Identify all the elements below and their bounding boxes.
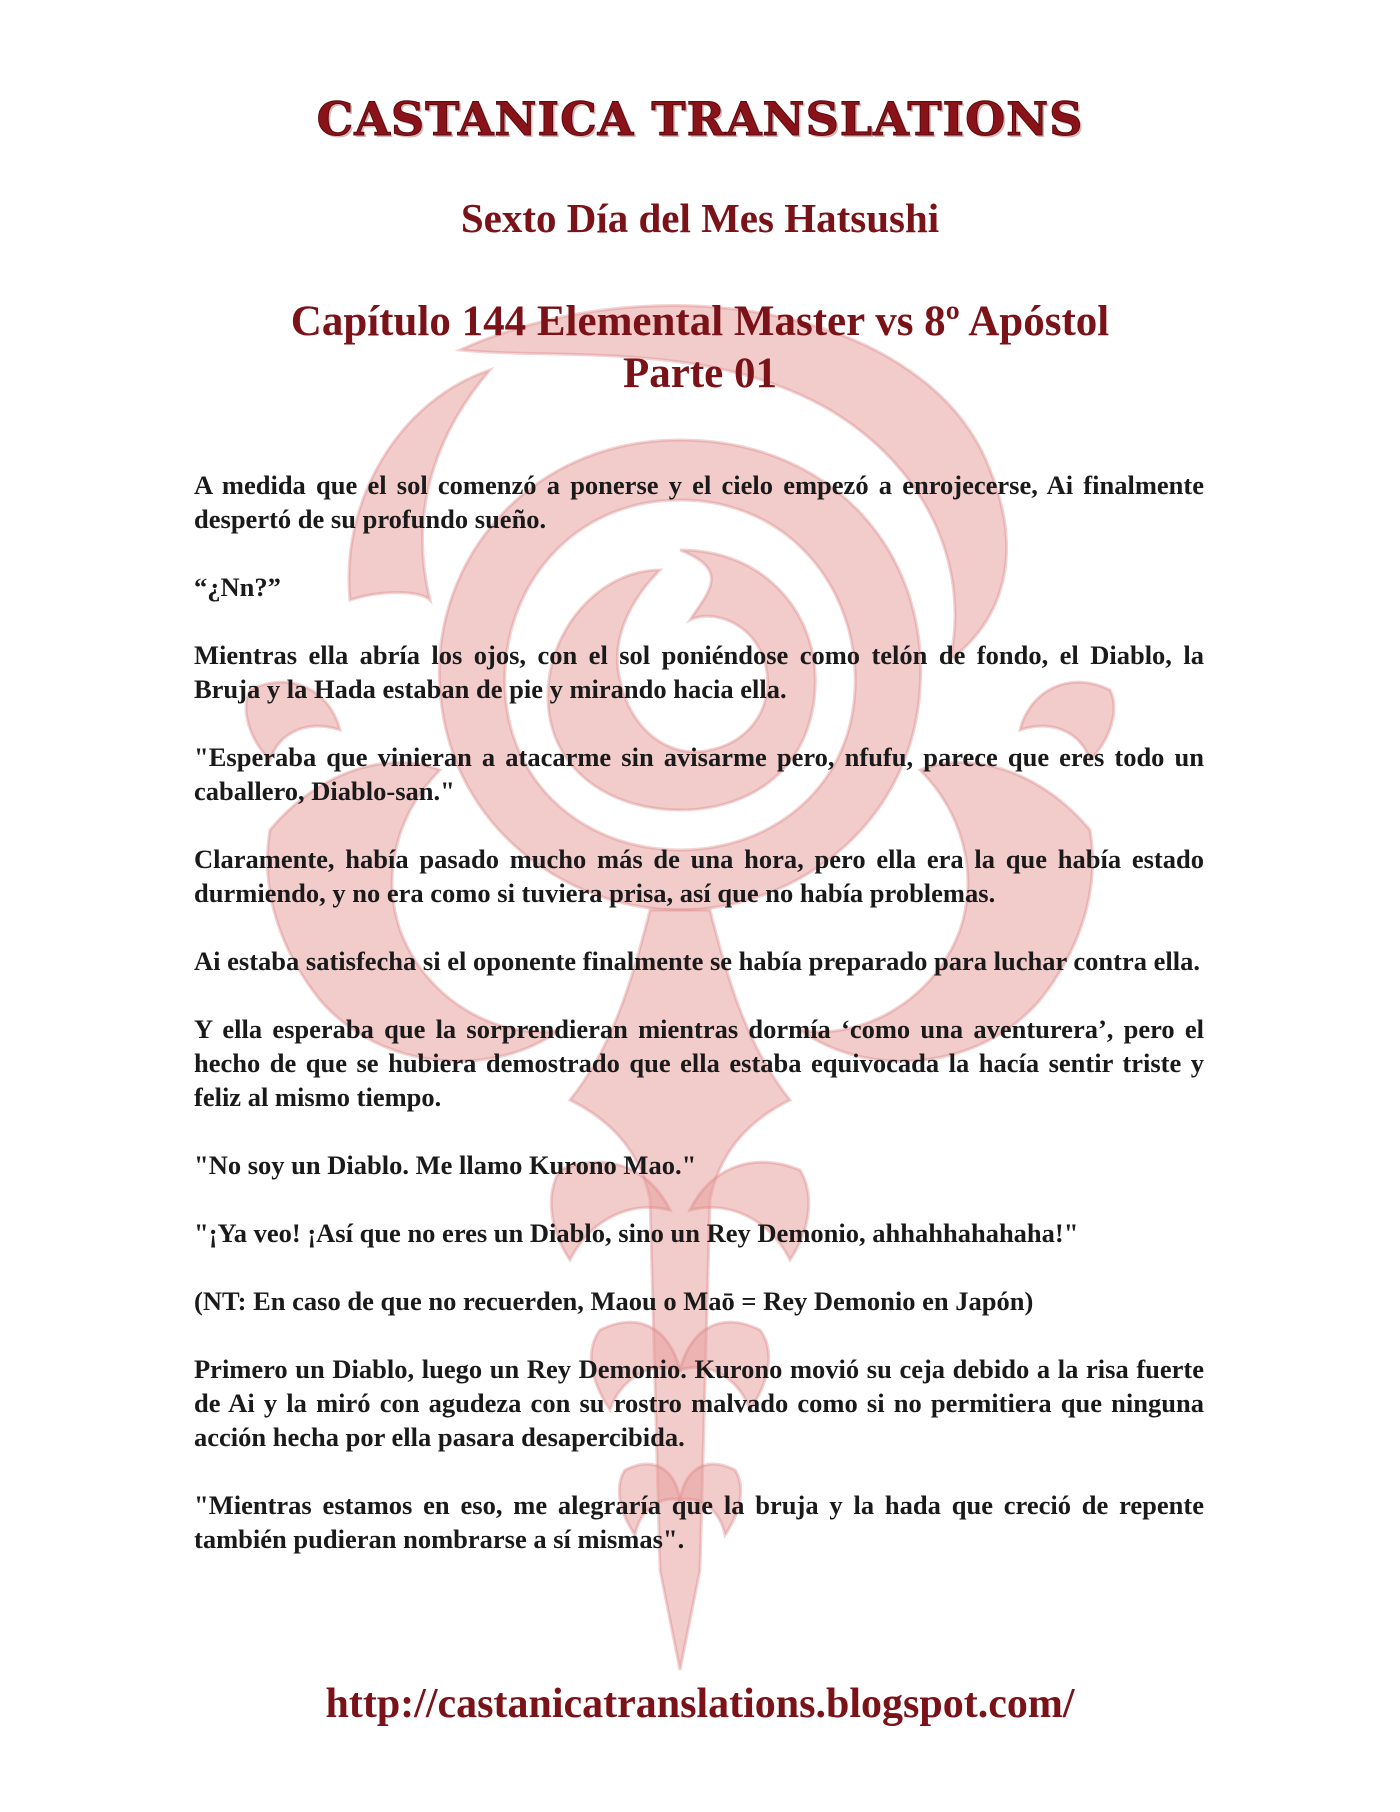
chapter-title-line2: Parte 01 [622, 350, 777, 397]
paragraph: Primero un Diablo, luego un Rey Demonio. Kurono movió su ceja debido a la risa fuerte de Ai y la miró con agudeza con su rostro malvado como si no permitiera que ninguna acción hecha por ella pasara desapercibida. [194, 1354, 1204, 1452]
chapter-title-line1: Capítulo 144 Elemental Master vs 8º Apóstol [290, 298, 1110, 345]
page-subtitle: Sexto Día del Mes Hatsushi [460, 195, 940, 241]
paragraph: "No soy un Diablo. Me llamo Kurono Mao." [194, 1150, 697, 1180]
paragraph: "Mientras estamos en eso, me alegraría que la bruja y la hada que creció de repente también pudieran nombrarse a sí mismas". [194, 1490, 1204, 1554]
paragraph: "Esperaba que vinieran a atacarme sin avisarme pero, nfufu, parece que eres todo un caballero, Diablo-san." [194, 742, 1204, 806]
paragraph: Ai estaba satisfecha si el oponente finalmente se había preparado para luchar contra ella. [194, 946, 1200, 976]
paragraph: “¿Nn?” [194, 572, 281, 602]
paragraph: A medida que el sol comenzó a ponerse y el cielo empezó a enrojecerse, Ai finalmente despertó de su profundo sueño. [194, 470, 1204, 534]
chapter-body [194, 468, 1204, 1590]
blog-url-link[interactable]: http://castanicatranslations.blogspot.com/ [325, 1681, 1075, 1727]
translator-note: (NT: En caso de que no recuerden, Maou o Maō = Rey Demonio en Japón) [194, 1286, 1034, 1316]
paragraph: Claramente, había pasado mucho más de una hora, pero ella era la que había estado durmiendo, y no era como si tuviera prisa, así que no había problemas. [194, 844, 1204, 908]
paragraph: Mientras ella abría los ojos, con el sol poniéndose como telón de fondo, el Diablo, la Bruja y la Hada estaban de pie y mirando hacia ella. [194, 640, 1204, 704]
paragraph: "¡Ya veo! ¡Así que no eres un Diablo, sino un Rey Demonio, ahhahhahahaha!" [194, 1218, 1079, 1248]
brand-title: CASTANICA TRANSLATIONS [316, 92, 1084, 146]
paragraph: Y ella esperaba que la sorprendieran mientras dormía ‘como una aventurera’, pero el hecho de que se hubiera demostrado que ella estaba equivocada la hacía sentir triste y feliz al mismo tiempo. [194, 1014, 1204, 1112]
chapter-title [0, 296, 1400, 400]
